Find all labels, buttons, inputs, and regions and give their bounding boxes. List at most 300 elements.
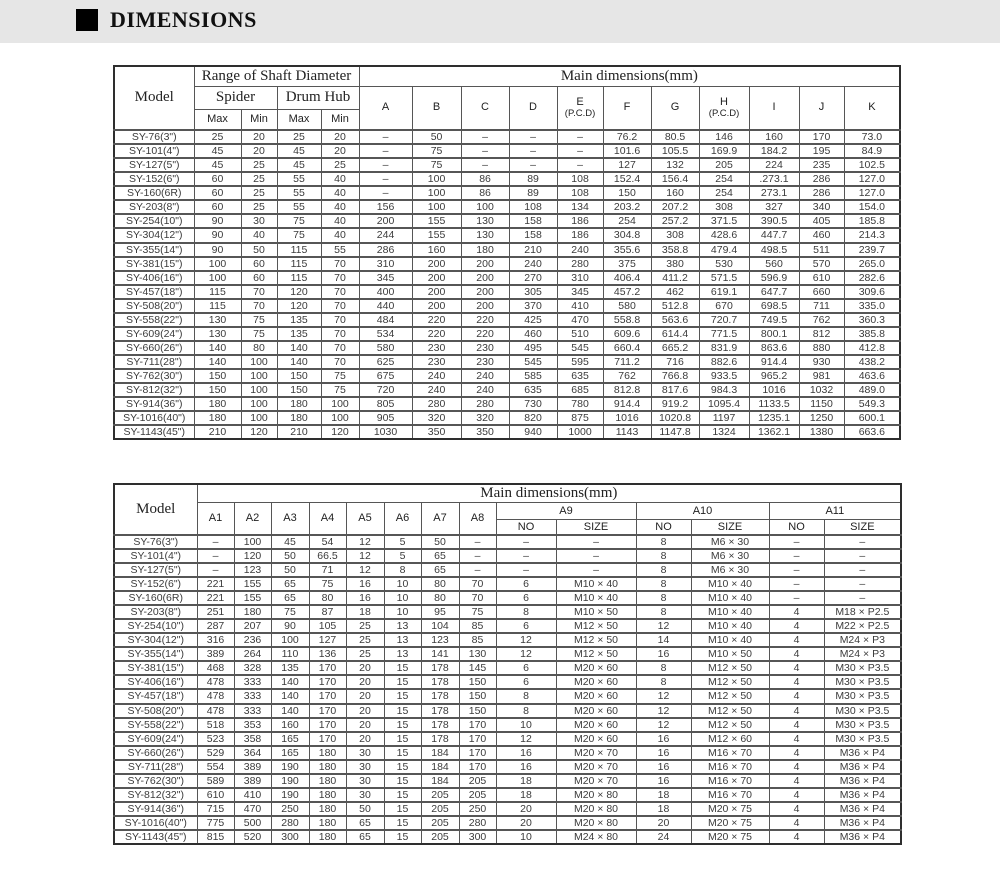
value-cell: 4 (769, 704, 824, 718)
value-cell: 180 (309, 830, 346, 844)
value-cell: 12 (636, 619, 691, 633)
value-cell: 589 (197, 774, 234, 788)
value-cell: 150 (603, 186, 651, 200)
value-cell: 240 (412, 383, 461, 397)
value-cell: – (459, 549, 496, 563)
value-cell: 610 (197, 788, 234, 802)
value-cell: 716 (651, 355, 699, 369)
value-cell: 16 (346, 591, 384, 605)
value-cell: 585 (509, 369, 557, 383)
value-cell: 523 (197, 732, 234, 746)
value-cell: – (824, 535, 901, 549)
value-cell: 812.8 (603, 383, 651, 397)
col-header-A3: A3 (271, 503, 309, 535)
value-cell: 715 (197, 802, 234, 816)
value-cell: 200 (461, 271, 509, 285)
value-cell: – (769, 549, 824, 563)
value-cell: 670 (699, 299, 749, 313)
value-cell: 24 (636, 830, 691, 844)
value-cell: M20 × 75 (691, 802, 769, 816)
value-cell: 1020.8 (651, 411, 699, 425)
value-cell: M20 × 60 (556, 732, 636, 746)
table-row (114, 425, 900, 439)
value-cell: 510 (557, 327, 603, 341)
value-cell: 518 (197, 718, 234, 732)
value-cell: 10 (496, 830, 556, 844)
value-cell: 240 (509, 257, 557, 271)
value-cell: 6 (496, 619, 556, 633)
value-cell: 563.6 (651, 313, 699, 327)
value-cell: 12 (636, 718, 691, 732)
value-cell: 405 (799, 214, 844, 228)
value-cell: 221 (197, 591, 234, 605)
value-cell: 75 (309, 577, 346, 591)
col-header-F: F (603, 86, 651, 130)
value-cell: 254 (699, 186, 749, 200)
value-cell: – (509, 144, 557, 158)
table1-body (114, 130, 900, 439)
value-cell: 100 (412, 200, 461, 214)
model-cell: SY-304(12") (114, 633, 197, 647)
value-cell: – (197, 535, 234, 549)
value-cell: 965.2 (749, 369, 799, 383)
value-cell: 73.0 (844, 130, 900, 144)
value-cell: 50 (271, 563, 309, 577)
value-cell: 80 (309, 591, 346, 605)
model-cell: SY-355(14") (114, 243, 194, 257)
value-cell: 4 (769, 760, 824, 774)
value-cell: 8 (636, 577, 691, 591)
value-cell: 549.3 (844, 397, 900, 411)
value-cell: 749.5 (749, 313, 799, 327)
table-row (114, 341, 900, 355)
value-cell: 250 (271, 802, 309, 816)
value-cell: 178 (421, 718, 459, 732)
value-cell: M12 × 50 (691, 675, 769, 689)
value-cell: 660 (799, 285, 844, 299)
value-cell: 75 (412, 158, 461, 172)
col-header-A9-no: NO (496, 520, 556, 535)
value-cell: 12 (346, 535, 384, 549)
value-cell: 880 (799, 341, 844, 355)
value-cell: 771.5 (699, 327, 749, 341)
value-cell: 120 (321, 425, 359, 439)
value-cell: 203.2 (603, 200, 651, 214)
value-cell: 184 (421, 746, 459, 760)
table-row (114, 760, 901, 774)
value-cell: 50 (271, 549, 309, 563)
value-cell: 264 (234, 647, 271, 661)
value-cell: 205 (699, 158, 749, 172)
value-cell: 70 (241, 299, 277, 313)
value-cell: 287 (197, 619, 234, 633)
value-cell: 280 (557, 257, 603, 271)
col-header-J: J (799, 86, 844, 130)
value-cell: M10 × 40 (691, 619, 769, 633)
value-cell: 160 (651, 186, 699, 200)
value-cell: 80 (421, 591, 459, 605)
value-cell: 60 (194, 186, 241, 200)
value-cell: 230 (412, 341, 461, 355)
value-cell: 914.4 (749, 355, 799, 369)
value-cell: 16 (346, 577, 384, 591)
value-cell: 244 (359, 228, 412, 242)
value-cell: M6 × 30 (691, 563, 769, 577)
value-cell: 120 (277, 285, 321, 299)
value-cell: 380 (651, 257, 699, 271)
value-cell: M24 × P3 (824, 647, 901, 661)
value-cell: 60 (241, 257, 277, 271)
value-cell: 554 (197, 760, 234, 774)
value-cell: 76.2 (603, 130, 651, 144)
model-cell: SY-1016(40") (114, 816, 197, 830)
value-cell: 170 (309, 718, 346, 732)
value-cell: 940 (509, 425, 557, 439)
col-header-A6: A6 (384, 503, 421, 535)
value-cell: 8 (496, 704, 556, 718)
value-cell: 353 (234, 718, 271, 732)
table-row (114, 732, 901, 746)
value-cell: 440 (359, 299, 412, 313)
value-cell: 30 (241, 214, 277, 228)
value-cell: M10 × 50 (556, 605, 636, 619)
col-header-drumhub-min: Min (321, 109, 359, 130)
table-row (114, 411, 900, 425)
value-cell: 685 (557, 383, 603, 397)
model-cell: SY-762(30") (114, 774, 197, 788)
value-cell: 425 (509, 313, 557, 327)
value-cell: M20 × 70 (556, 746, 636, 760)
value-cell: M10 × 40 (556, 591, 636, 605)
value-cell: 390.5 (749, 214, 799, 228)
value-cell: 316 (197, 633, 234, 647)
value-cell: 50 (241, 243, 277, 257)
value-cell: – (496, 535, 556, 549)
value-cell: 110 (271, 647, 309, 661)
value-cell: 16 (636, 774, 691, 788)
value-cell: 205 (459, 788, 496, 802)
value-cell: 817.6 (651, 383, 699, 397)
value-cell: 8 (496, 689, 556, 703)
value-cell: 460 (799, 228, 844, 242)
value-cell: 609.6 (603, 327, 651, 341)
value-cell: 45 (194, 144, 241, 158)
value-cell: 863.6 (749, 341, 799, 355)
value-cell: 123 (421, 633, 459, 647)
col-header-H: H (720, 95, 728, 108)
value-cell: 12 (636, 689, 691, 703)
value-cell: 20 (241, 144, 277, 158)
value-cell: 257.2 (651, 214, 699, 228)
value-cell: 235 (799, 158, 844, 172)
value-cell: 135 (277, 327, 321, 341)
value-cell: 12 (496, 633, 556, 647)
value-cell: 55 (277, 172, 321, 186)
value-cell: 105 (309, 619, 346, 633)
value-cell: 389 (234, 774, 271, 788)
value-cell: 775 (197, 816, 234, 830)
value-cell: 300 (271, 830, 309, 844)
value-cell: M20 × 75 (691, 816, 769, 830)
value-cell: 134 (557, 200, 603, 214)
model-cell: SY-152(6") (114, 172, 194, 186)
value-cell: 180 (309, 760, 346, 774)
table-row (114, 704, 901, 718)
table-row (114, 605, 901, 619)
value-cell: 364 (234, 746, 271, 760)
value-cell: M10 × 40 (556, 577, 636, 591)
value-cell: 529 (197, 746, 234, 760)
value-cell: 16 (636, 647, 691, 661)
value-cell: 130 (194, 313, 241, 327)
value-cell: 170 (309, 732, 346, 746)
value-cell: 882.6 (699, 355, 749, 369)
value-cell: 6 (496, 675, 556, 689)
value-cell: 240 (461, 383, 509, 397)
value-cell: 595 (557, 355, 603, 369)
table-row (114, 200, 900, 214)
value-cell: 4 (769, 675, 824, 689)
value-cell: 4 (769, 830, 824, 844)
value-cell: 15 (384, 718, 421, 732)
value-cell: 580 (359, 341, 412, 355)
value-cell: 180 (461, 243, 509, 257)
value-cell: 55 (321, 243, 359, 257)
value-cell: 150 (459, 704, 496, 718)
value-cell: 75 (321, 383, 359, 397)
value-cell: 371.5 (699, 214, 749, 228)
value-cell: 8 (636, 591, 691, 605)
value-cell: 210 (509, 243, 557, 257)
value-cell: 4 (769, 802, 824, 816)
value-cell: 10 (384, 577, 421, 591)
value-cell: 10 (496, 718, 556, 732)
value-cell: 720.7 (699, 313, 749, 327)
value-cell: 428.6 (699, 228, 749, 242)
value-cell: 102.5 (844, 158, 900, 172)
value-cell: – (359, 186, 412, 200)
col-header-A10: A10 (636, 503, 769, 520)
value-cell: 389 (234, 760, 271, 774)
value-cell: 115 (194, 299, 241, 313)
value-cell: 18 (346, 605, 384, 619)
value-cell: 8 (636, 549, 691, 563)
value-cell: – (556, 563, 636, 577)
value-cell: – (509, 158, 557, 172)
model-cell: SY-508(20") (114, 704, 197, 718)
value-cell: 4 (769, 774, 824, 788)
value-cell: 15 (384, 732, 421, 746)
value-cell: M20 × 60 (556, 675, 636, 689)
value-cell: – (824, 591, 901, 605)
value-cell: 308 (651, 228, 699, 242)
value-cell: 4 (769, 647, 824, 661)
value-cell: 236 (234, 633, 271, 647)
value-cell: 190 (271, 774, 309, 788)
value-cell: 333 (234, 675, 271, 689)
value-cell: 123 (234, 563, 271, 577)
table-row (114, 257, 900, 271)
value-cell: M30 × P3.5 (824, 732, 901, 746)
value-cell: 385.8 (844, 327, 900, 341)
value-cell: 5 (384, 535, 421, 549)
value-cell: M16 × 70 (691, 746, 769, 760)
value-cell: 180 (309, 802, 346, 816)
value-cell: – (557, 158, 603, 172)
value-cell: 1030 (359, 425, 412, 439)
value-cell: 75 (241, 313, 277, 327)
model-cell: SY-152(6") (114, 577, 197, 591)
value-cell: 18 (496, 774, 556, 788)
value-cell: 663.6 (844, 425, 900, 439)
value-cell: M36 × P4 (824, 774, 901, 788)
value-cell: 155 (234, 577, 271, 591)
value-cell: 478 (197, 689, 234, 703)
value-cell: 158 (509, 228, 557, 242)
value-cell: 4 (769, 816, 824, 830)
value-cell: 25 (321, 158, 359, 172)
value-cell: 100 (241, 397, 277, 411)
value-cell: 438.2 (844, 355, 900, 369)
value-cell: 635 (509, 383, 557, 397)
value-cell: 120 (277, 299, 321, 313)
value-cell: 25 (241, 186, 277, 200)
value-cell: 647.7 (749, 285, 799, 299)
value-cell: 919.2 (651, 397, 699, 411)
value-cell: 20 (346, 704, 384, 718)
model-cell: SY-254(10") (114, 214, 194, 228)
value-cell: 25 (241, 158, 277, 172)
table-row (114, 369, 900, 383)
value-cell: – (824, 563, 901, 577)
col-header-A: A (359, 86, 412, 130)
value-cell: 150 (194, 383, 241, 397)
value-cell: 100 (234, 535, 271, 549)
value-cell: 180 (309, 746, 346, 760)
value-cell: 308 (699, 200, 749, 214)
table-row (114, 397, 900, 411)
value-cell: 80 (241, 341, 277, 355)
table-row (114, 285, 900, 299)
value-cell: 60 (194, 200, 241, 214)
model-cell: SY-127(5") (114, 563, 197, 577)
value-cell: 115 (277, 271, 321, 285)
value-cell: M16 × 70 (691, 760, 769, 774)
value-cell: M20 × 70 (556, 774, 636, 788)
value-cell: M30 × P3.5 (824, 675, 901, 689)
value-cell: 170 (309, 689, 346, 703)
value-cell: 14 (636, 633, 691, 647)
value-cell: M36 × P4 (824, 830, 901, 844)
value-cell: 358.8 (651, 243, 699, 257)
value-cell: 15 (384, 774, 421, 788)
table-row (114, 535, 901, 549)
value-cell: M22 × P2.5 (824, 619, 901, 633)
value-cell: 280 (461, 397, 509, 411)
value-cell: M20 × 60 (556, 689, 636, 703)
value-cell: 1324 (699, 425, 749, 439)
value-cell: 730 (509, 397, 557, 411)
value-cell: M12 × 60 (691, 732, 769, 746)
value-cell: – (359, 130, 412, 144)
value-cell: M12 × 50 (691, 689, 769, 703)
value-cell: 85 (459, 633, 496, 647)
value-cell: 65 (346, 816, 384, 830)
value-cell: 70 (241, 285, 277, 299)
value-cell: 4 (769, 689, 824, 703)
col-header-A11-no: NO (769, 520, 824, 535)
model-cell: SY-711(28") (114, 760, 197, 774)
value-cell: 100 (321, 397, 359, 411)
value-cell: 45 (194, 158, 241, 172)
value-cell: M20 × 80 (556, 788, 636, 802)
value-cell: 221 (197, 577, 234, 591)
value-cell: 411.2 (651, 271, 699, 285)
value-cell: 207 (234, 619, 271, 633)
model-cell: SY-406(16") (114, 675, 197, 689)
value-cell: 178 (421, 704, 459, 718)
value-cell: 200 (359, 214, 412, 228)
value-cell: 230 (412, 355, 461, 369)
model-cell: SY-812(32") (114, 383, 194, 397)
col-header-A10-size: SIZE (691, 520, 769, 535)
model-cell: SY-1143(45") (114, 830, 197, 844)
model-cell: SY-254(10") (114, 619, 197, 633)
value-cell: 698.5 (749, 299, 799, 313)
value-cell: 675 (359, 369, 412, 383)
value-cell: – (509, 130, 557, 144)
value-cell: 71 (309, 563, 346, 577)
value-cell: 127.0 (844, 172, 900, 186)
value-cell: 470 (234, 802, 271, 816)
value-cell: 660.4 (603, 341, 651, 355)
value-cell: 4 (769, 746, 824, 760)
value-cell: 130 (459, 647, 496, 661)
value-cell: 178 (421, 675, 459, 689)
value-cell: 150 (277, 383, 321, 397)
value-cell: 95 (421, 605, 459, 619)
value-cell: 282.6 (844, 271, 900, 285)
model-cell: SY-203(8") (114, 605, 197, 619)
value-cell: 240 (461, 369, 509, 383)
col-header-A10-no: NO (636, 520, 691, 535)
section-title: DIMENSIONS (110, 7, 257, 32)
value-cell: 141 (421, 647, 459, 661)
value-cell: 140 (271, 675, 309, 689)
value-cell: 12 (496, 647, 556, 661)
value-cell: 251 (197, 605, 234, 619)
col-header-A7: A7 (421, 503, 459, 535)
value-cell: 25 (277, 130, 321, 144)
value-cell: 86 (461, 172, 509, 186)
value-cell: 273.1 (749, 186, 799, 200)
table-row (114, 214, 900, 228)
value-cell: 140 (277, 341, 321, 355)
value-cell: 127 (309, 633, 346, 647)
value-cell: 170 (309, 675, 346, 689)
table2-body (114, 535, 901, 844)
model-cell: SY-381(15") (114, 257, 194, 271)
value-cell: M30 × P3.5 (824, 689, 901, 703)
model-cell: SY-558(22") (114, 313, 194, 327)
value-cell: 614.4 (651, 327, 699, 341)
value-cell: 65 (271, 591, 309, 605)
table-row (114, 144, 900, 158)
value-cell: 20 (321, 144, 359, 158)
value-cell: 6 (496, 591, 556, 605)
value-cell: 15 (384, 661, 421, 675)
value-cell: M30 × P3.5 (824, 704, 901, 718)
